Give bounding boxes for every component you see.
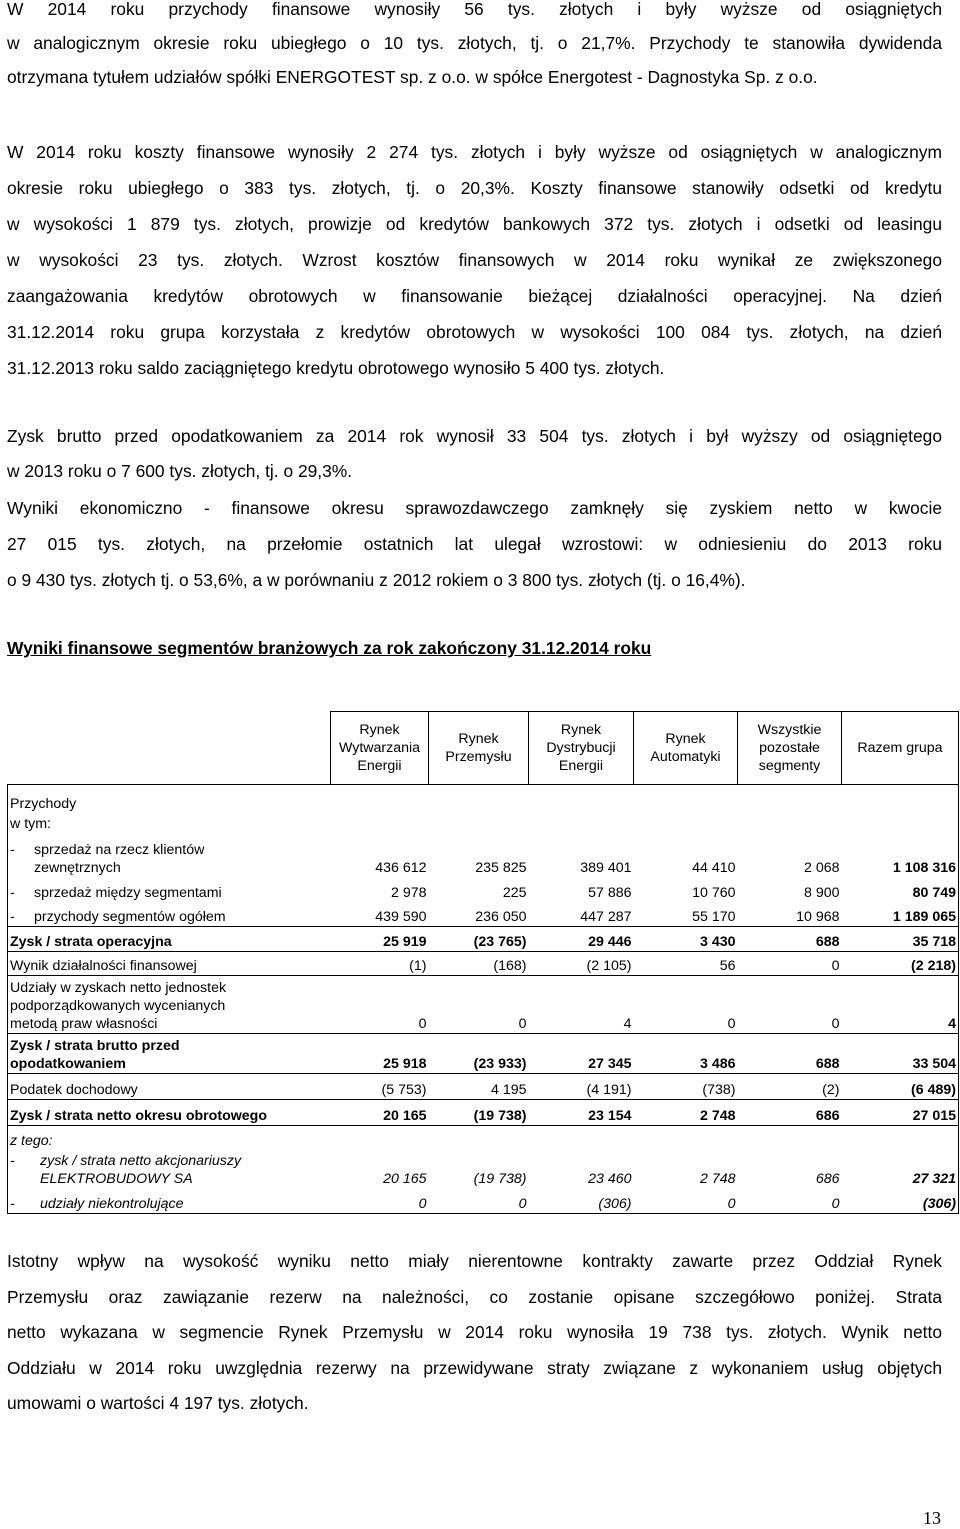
table-cell: (19 738)	[473, 1170, 527, 1187]
table-row	[8, 833, 959, 877]
table-cell: 4	[529, 976, 634, 1034]
segment-results-table	[7, 711, 959, 1214]
row-label: Zysk / strata operacyjna	[8, 927, 331, 952]
table-row	[8, 976, 959, 1034]
table-row	[8, 1100, 959, 1126]
row-label	[8, 1150, 331, 1188]
column-header: Rynek Dystrybucji Energii	[529, 712, 634, 785]
table-cell: (306)	[842, 1188, 959, 1214]
table-cell: 389 401	[580, 859, 632, 876]
table-cell: 225	[502, 884, 527, 901]
table-cell: 2 748	[634, 1100, 738, 1126]
table-cell: 0	[738, 952, 842, 976]
paragraph-financial-income	[7, 0, 942, 94]
text-line: 31.12.2014 roku grupa korzystała z kredytów obrotowych w wysokości 100 084 tys. złotych, na dzień	[7, 322, 942, 342]
header-blank	[8, 712, 331, 785]
table-cell: 25 918	[331, 1034, 429, 1074]
row-label	[8, 1034, 331, 1074]
table-cell: 10 968	[738, 902, 842, 927]
row-label-text: sprzedaż między segmentami	[34, 884, 222, 901]
table-cell: 4 195	[429, 1074, 529, 1100]
table-cell: 447 287	[529, 902, 634, 927]
column-header: Rynek Wytwarzania Energii	[331, 712, 429, 785]
table-cell: 27 015	[842, 1100, 959, 1126]
table-cell: 3 486	[634, 1034, 738, 1074]
table-cell: 57 886	[588, 884, 632, 901]
list-dash: -	[10, 909, 15, 925]
table-row	[8, 902, 959, 927]
table-cell: 436 612	[375, 859, 427, 876]
table-cell: 0	[331, 1188, 429, 1214]
row-label: Wynik działalności finansowej	[8, 952, 331, 976]
row-label	[8, 902, 331, 927]
row-label-text: udziały niekontrolujące	[40, 1196, 184, 1212]
table-cell: (23 765)	[429, 927, 529, 952]
text-line: 27 015 tys. złotych, na przełomie ostatnich lat ulegał wzrostowi: w odniesieniu do 2013 roku	[7, 534, 942, 554]
row-label: w tym:	[8, 813, 331, 833]
row-label: Zysk / strata netto okresu obrotowego	[8, 1100, 331, 1126]
table-cell: (19 738)	[429, 1100, 529, 1126]
table-row	[8, 1150, 959, 1188]
list-dash: -	[10, 841, 15, 858]
table-cell: 2 748	[699, 1170, 736, 1187]
text-line: Wyniki ekonomiczno - finansowe okresu sprawozdawczego zamknęły się zyskiem netto w kwocie	[7, 498, 942, 518]
table-cell: (2 105)	[529, 952, 634, 976]
table-cell: 27 321	[842, 1150, 959, 1188]
table-cell: (738)	[634, 1074, 738, 1100]
table-cell: 0	[429, 976, 529, 1034]
table-cell: (1)	[331, 952, 429, 976]
table-cell: 56	[634, 952, 738, 976]
column-header: Razem grupa	[842, 712, 959, 785]
text-line: okresie roku ubiegłego o 383 tys. złotych, tj. o 20,3%. Koszty finansowe stanowiły odsetki od kredytu	[7, 178, 942, 198]
table-cell: 235 825	[475, 859, 527, 876]
table-row	[8, 927, 959, 952]
table-cell: 0	[738, 1188, 842, 1214]
text-line: netto wykazana w segmencie Rynek Przemysłu w 2014 roku wynosiła 19 738 tys. złotych. Wynik netto	[7, 1322, 942, 1342]
table-cell: 2 068	[803, 859, 840, 876]
table-cell: 688	[738, 927, 842, 952]
table-cell: 33 504	[842, 1034, 959, 1074]
table-cell: (6 489)	[842, 1074, 959, 1100]
row-label	[8, 833, 331, 877]
paragraph-pretax-profit	[7, 419, 942, 489]
table-cell: 688	[738, 1034, 842, 1074]
table-cell: 8 900	[803, 884, 840, 901]
text-line: Przemysłu oraz zawiązanie rezerw na należności, co zostanie opisane szczegółowo poniżej. Strata	[7, 1286, 942, 1307]
column-header: Rynek Przemysłu	[429, 712, 529, 785]
table-cell: (306)	[529, 1188, 634, 1214]
table-cell: 0	[738, 976, 842, 1034]
text-line: W 2014 roku koszty finansowe wynosiły 2 274 tys. złotych i były wyższe od osiągniętych w analogicznym	[7, 142, 942, 162]
table-row	[8, 952, 959, 976]
row-label-text: zysk / strata netto akcjonariuszy ELEKTROBUDOWY SA	[40, 1152, 242, 1187]
table-row	[8, 1034, 959, 1074]
table-cell: 686	[738, 1100, 842, 1126]
row-label	[8, 976, 331, 1034]
table-cell: 23 154	[529, 1100, 634, 1126]
table-row	[8, 1126, 959, 1150]
row-label-text: przychody segmentów ogółem	[34, 909, 226, 925]
text-line: w 2013 roku o 7 600 tys. złotych, tj. o 29,3%.	[7, 461, 353, 481]
table-cell: 20 165	[383, 1170, 427, 1187]
table-cell: 44 410	[692, 859, 736, 876]
text-line: W 2014 roku przychody finansowe wynosiły 56 tys. złotych i były wyższe od osiągniętych	[7, 0, 942, 19]
paragraph-net-result-impact	[7, 1244, 942, 1422]
table-cell: 35 718	[842, 927, 959, 952]
list-dash: -	[10, 1196, 15, 1212]
page-number: 13	[923, 1508, 941, 1528]
text-line: o 9 430 tys. złotych tj. o 53,6%, a w porównaniu z 2012 rokiem o 3 800 tys. złotych (tj. o 16,4%).	[7, 570, 746, 590]
row-label: Przychody	[8, 785, 331, 813]
text-line: zaangażowania kredytów obrotowych w finansowanie bieżącej działalności operacyjnej. Na dzień	[7, 286, 942, 306]
table-row	[8, 813, 959, 833]
table-row	[8, 1074, 959, 1100]
table-cell: (2)	[738, 1074, 842, 1100]
text-line: umowami o wartości 4 197 tys. złotych.	[7, 1393, 309, 1413]
text-line: w analogicznym okresie roku ubiegłego o 10 tys. złotych, tj. o 21,7%. Przychody te stanowiła dywidenda	[7, 33, 942, 53]
text-line: Oddziału w 2014 roku uwzględnia rezerwy na przewidywane straty związane z wykonaniem usług objętych	[7, 1357, 942, 1378]
table-cell: (5 753)	[331, 1074, 429, 1100]
table-cell: 0	[331, 976, 429, 1034]
table-cell: 439 590	[331, 902, 429, 927]
table-row	[8, 785, 959, 813]
paragraph-net-results	[7, 490, 942, 598]
text-line: w wysokości 23 tys. złotych. Wzrost kosztów finansowych w 2014 roku wynikał ze zwiększonego	[7, 250, 942, 270]
list-dash: -	[10, 1152, 15, 1169]
table-cell: 1 189 065	[842, 902, 959, 927]
text-line: w wysokości 1 879 tys. złotych, prowizje od kredytów bankowych 372 tys. złotych i odsetki od leasingu	[7, 214, 942, 234]
row-label: z tego:	[8, 1126, 331, 1150]
table-cell: 23 460	[588, 1170, 632, 1187]
table-cell: 0	[634, 1188, 738, 1214]
column-header: Rynek Automatyki	[634, 712, 738, 785]
table-row	[8, 877, 959, 902]
row-label-text: sprzedaż na rzecz klientów zewnętrznych	[34, 841, 205, 876]
row-label: Podatek dochodowy	[8, 1074, 331, 1100]
table-cell: 236 050	[429, 902, 529, 927]
text-line: otrzymana tytułem udziałów spółki ENERGOTEST sp. z o.o. w spółce Energotest - Dagnostyka Sp. z o.o.	[7, 67, 818, 87]
paragraph-financial-costs	[7, 134, 942, 386]
table-cell: 10 760	[692, 884, 736, 901]
table-cell: 0	[634, 976, 738, 1034]
table-header-row	[8, 712, 959, 785]
table-cell: 80 749	[842, 877, 959, 902]
list-dash: -	[10, 884, 15, 901]
table-cell: 0	[429, 1188, 529, 1214]
table-cell: (168)	[429, 952, 529, 976]
row-label	[8, 877, 331, 902]
row-label	[8, 1188, 331, 1214]
table-cell: 55 170	[634, 902, 738, 927]
column-header: Wszystkie pozostałe segmenty	[738, 712, 842, 785]
table-cell: 2 978	[390, 884, 427, 901]
section-heading: Wyniki finansowe segmentów branżowych za rok zakończony 31.12.2014 roku	[7, 638, 652, 658]
table-cell: 686	[815, 1170, 840, 1187]
text-line: Zysk brutto przed opodatkowaniem za 2014 rok wynosił 33 504 tys. złotych i był wyższy od osiągniętego	[7, 426, 942, 446]
row-label-text: Udziały w zyskach netto jednostek podporządkowanych wycenianych metodą praw własności	[10, 980, 227, 1032]
table-cell: 4	[842, 976, 959, 1034]
table-cell: 1 108 316	[842, 833, 959, 877]
table-cell: (4 191)	[529, 1074, 634, 1100]
table-cell: (23 933)	[429, 1034, 529, 1074]
row-label-text: Zysk / strata brutto przed opodatkowaniem	[10, 1038, 180, 1072]
table-row	[8, 1188, 959, 1214]
table-cell: 25 919	[331, 927, 429, 952]
text-line: Istotny wpływ na wysokość wyniku netto miały nierentowne kontrakty zawarte przez Oddział Rynek	[7, 1251, 942, 1271]
text-line: 31.12.2013 roku saldo zaciągniętego kredytu obrotowego wynosiło 5 400 tys. złotych.	[7, 358, 665, 378]
table-cell: 3 430	[634, 927, 738, 952]
table-cell: 29 446	[529, 927, 634, 952]
table-cell: 20 165	[331, 1100, 429, 1126]
table-cell: 27 345	[529, 1034, 634, 1074]
table-cell: (2 218)	[842, 952, 959, 976]
